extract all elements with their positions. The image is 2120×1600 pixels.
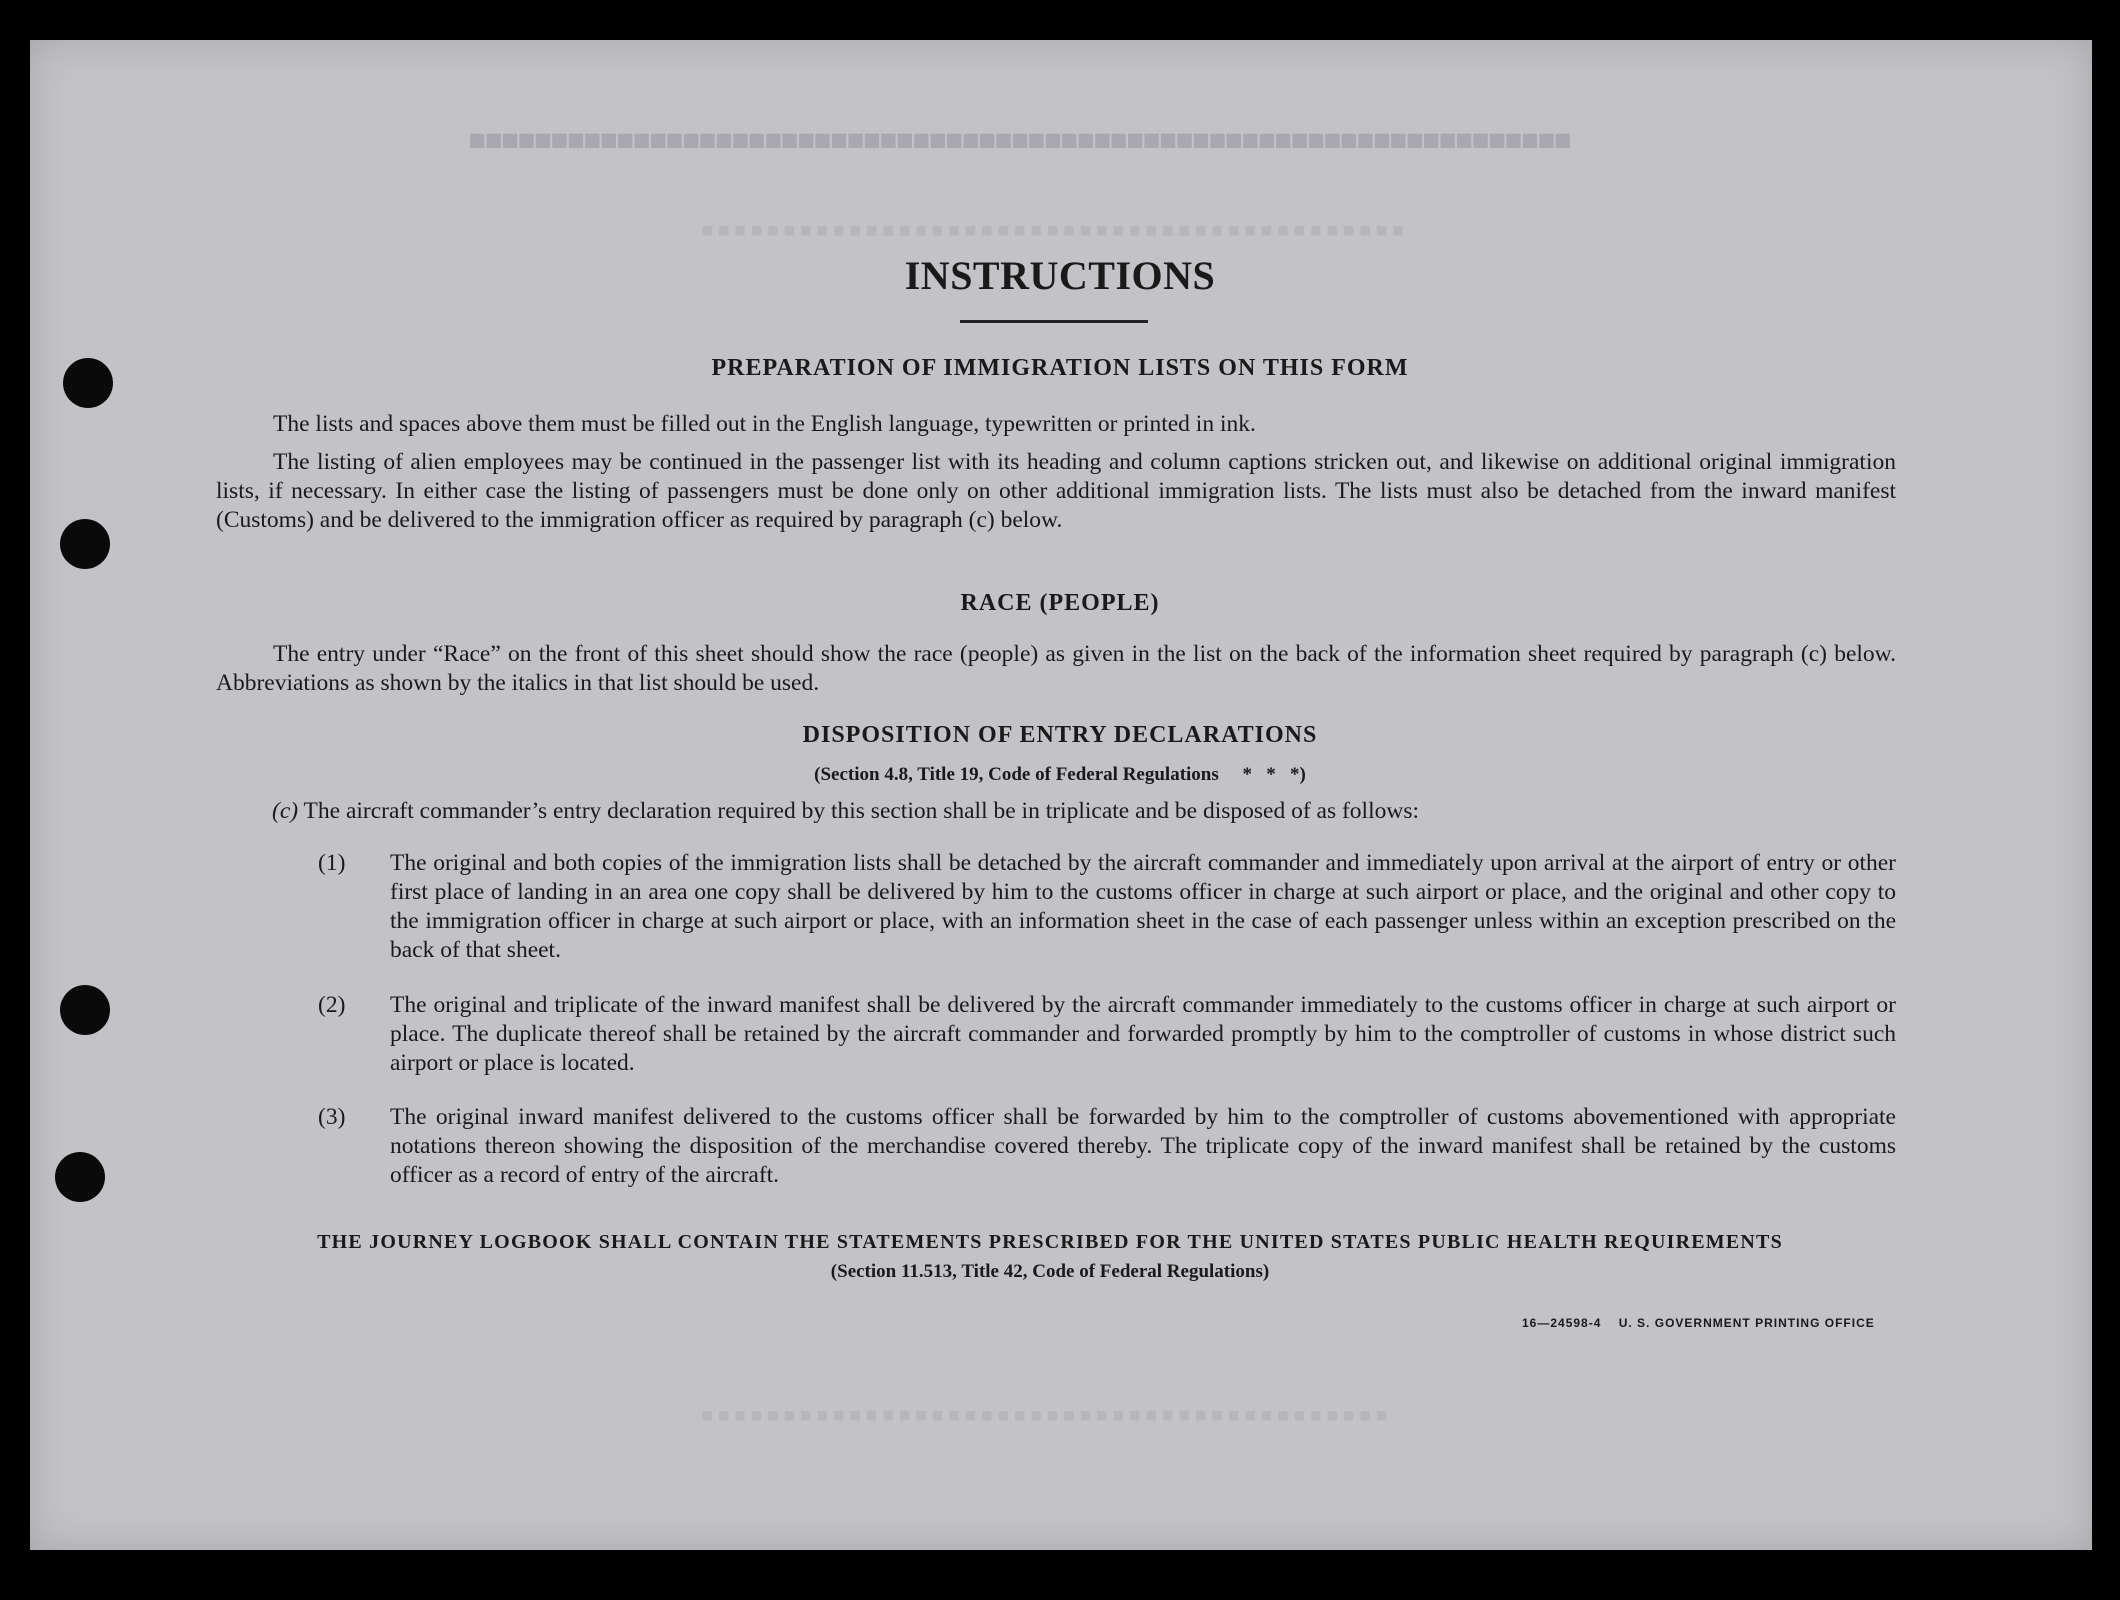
disposition-item <box>318 991 1896 1078</box>
item-text: The original and both copies of the immigration lists shall be detached by the aircraft commander and immediately upon arrival at the airport of entry or other first place of landing in an area one copy shall be delivered by him to the customs officer in charge at such airport or place, and the original and other copy to the immigration officer in charge at such airport or place, with an information sheet in the case of each passenger unless within an exception prescribed on the back of that sheet. <box>390 850 1896 963</box>
bleed-through-text: ▪▪▪▪▪▪▪▪▪▪▪▪▪▪▪▪▪▪▪▪▪▪▪▪▪▪▪▪▪▪▪▪▪▪▪▪▪▪▪▪▪▪▪ <box>700 215 1408 243</box>
health-requirements-citation: (Section 11.513, Title 42, Code of Federal Regulations) <box>830 1261 1270 1282</box>
binder-hole <box>60 985 110 1035</box>
printing-office-note: 16—24598-4 U. S. GOVERNMENT PRINTING OFFICE <box>1522 1316 1875 1330</box>
intro-label: (c) <box>272 798 299 824</box>
page-title: INSTRUCTIONS <box>904 253 1216 298</box>
preparation-paragraph-1: The lists and spaces above them must be filled out in the English language, typewritten or printed in ink. <box>273 411 1256 437</box>
disposition-item <box>318 1103 1896 1190</box>
disposition-item <box>318 849 1896 965</box>
item-number: (1) <box>318 850 346 876</box>
item-text: The original inward manifest delivered to the customs officer shall be forwarded by him to the comptroller of customs abovementioned with appropriate notations thereon showing the disposition of the merchandise covered thereby. The triplicate copy of the inward manifest shall be retained by the customs officer as a record of entry of the aircraft. <box>390 1104 1896 1188</box>
item-text: The original and triplicate of the inward manifest shall be delivered by the aircraft commander immediately to the customs officer in charge at such airport or place. The duplicate thereof shall be retained by the aircraft commander and forwarded promptly by him to the comptroller of customs in whose district such airport or place is located. <box>390 992 1896 1076</box>
bleed-through-text: ▪▪▪▪▪▪▪▪▪▪▪▪▪▪▪▪▪▪▪▪▪▪▪▪▪▪▪▪▪▪▪▪▪▪▪▪▪▪▪▪▪▪ <box>700 1400 1391 1428</box>
intro-text: The aircraft commander’s entry declaration required by this section shall be in triplicate and be disposed of as follows: <box>303 798 1420 824</box>
disposition-intro <box>272 797 1892 826</box>
preparation-text <box>216 410 1896 535</box>
race-text <box>216 640 1896 698</box>
preparation-paragraph-2: The listing of alien employees may be continued in the passenger list with its heading and column captions stricken out, and likewise on additional original immigration lists, if necessary. In either case the listing of passengers must be done only on other additional immigration lists. The lists must also be detached from the inward manifest (Customs) and be delivered to the immigration officer as required by paragraph (c) below. <box>216 449 1896 533</box>
disposition-citation: (Section 4.8, Title 19, Code of Federal Regulations * * *) <box>814 764 1306 785</box>
item-number: (2) <box>318 992 346 1018</box>
section-heading-race: RACE (PEOPLE) <box>960 590 1160 616</box>
item-number: (3) <box>318 1104 346 1130</box>
section-heading-preparation: PREPARATION OF IMMIGRATION LISTS ON THIS FORM <box>711 355 1409 381</box>
bleed-through-text: ■■■■■■■■■■■■■■■■■■■■■■■■■■■■■■■■■■■■■■■■■■■■■■■■■■■■■■■■■■■■■■■■■■■ <box>470 125 1573 153</box>
race-paragraph: The entry under “Race” on the front of this sheet should show the race (people) as given in the list on the back of the information sheet required by paragraph (c) below. Abbreviations as shown by the italics in that list should be used. <box>216 641 1896 696</box>
title-underline <box>960 320 1148 323</box>
health-requirements-notice: THE JOURNEY LOGBOOK SHALL CONTAIN THE STATEMENTS PRESCRIBED FOR THE UNITED STATES PUBLIC HEALTH REQUIREMENTS <box>317 1231 1783 1253</box>
binder-hole <box>55 1152 105 1202</box>
section-heading-disposition: DISPOSITION OF ENTRY DECLARATIONS <box>802 722 1318 748</box>
binder-hole <box>60 519 110 569</box>
